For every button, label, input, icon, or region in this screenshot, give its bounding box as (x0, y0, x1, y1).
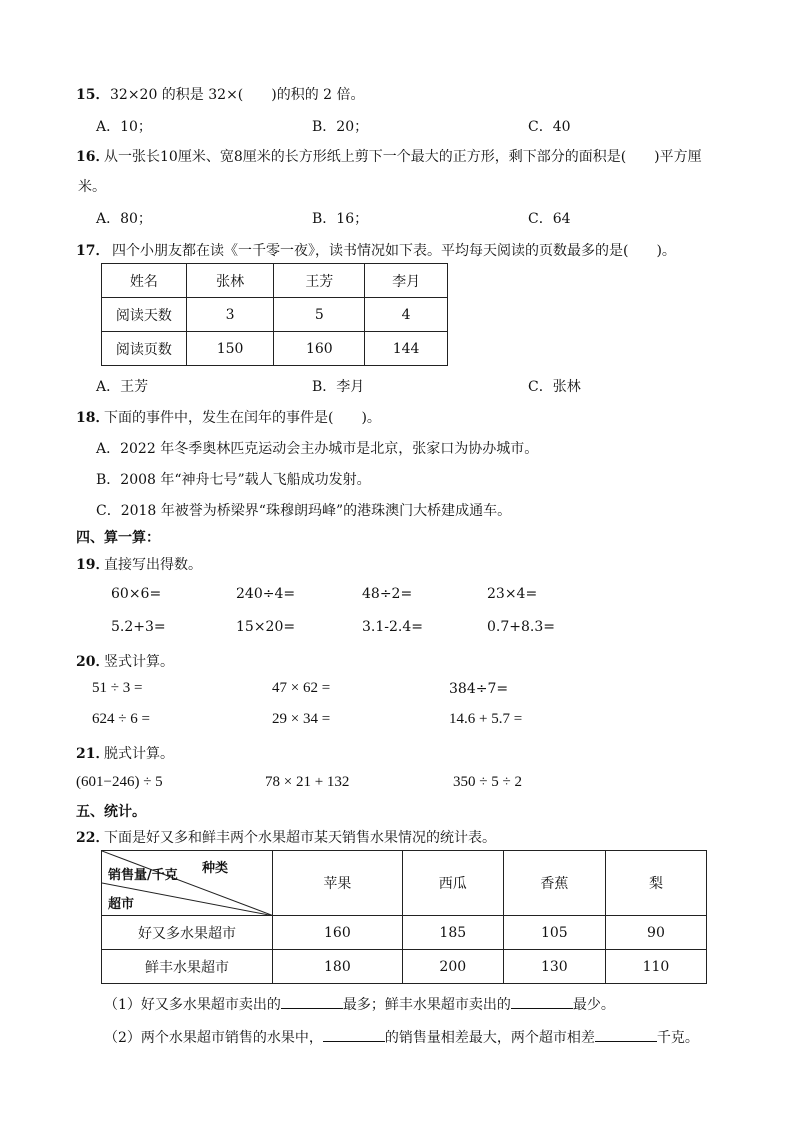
table-cell: 144 (365, 332, 448, 366)
table-cell: 180 (273, 950, 403, 984)
q15-option-a: A．10； (96, 119, 152, 135)
table-cell: 110 (605, 950, 706, 984)
table-cell: 姓名 (102, 264, 187, 298)
vertical-calc-item: 384÷7= (449, 681, 509, 697)
q16-text-line1: 从一张长10厘米、宽8厘米的长方形纸上剪下一个最大的正方形，剩下部分的面积是( )平方厘 (104, 149, 702, 165)
q21-number: 21． (76, 746, 110, 762)
table-header-row (102, 264, 448, 298)
calc-item: 15×20= (236, 619, 296, 635)
diagonal-header-cell (102, 851, 273, 916)
q22-sub1-part-c: 最少。 (572, 997, 615, 1013)
table-cell: 鲜丰水果超市 (102, 950, 273, 984)
section-heading: 五、统计。 (76, 804, 146, 820)
q22-sub2-part-b: 的销售量相差最大，两个超市相差 (384, 1030, 595, 1046)
calc-item: 5.2+3= (111, 619, 166, 635)
table-cell: 张林 (186, 264, 274, 298)
q22-sub1-part-a: （1）好又多水果超市卖出的 (104, 997, 281, 1013)
table-cell: 105 (503, 916, 605, 950)
q19-text: 直接写出得数。 (104, 557, 202, 573)
q18-option-a: A．2022 年冬季奥林匹克运动会主办城市是北京，张家口为协办城市。 (96, 441, 539, 457)
q16-option-c: C．64 (528, 211, 571, 227)
table-row (102, 332, 448, 366)
table-cell: 200 (402, 950, 503, 984)
q16-option-a: A．80； (96, 211, 152, 227)
section-heading: 四、算一算： (76, 530, 160, 546)
calc-item: 23×4= (487, 586, 538, 602)
table-cell: 苹果 (273, 851, 403, 916)
reading-table (101, 263, 448, 366)
table-cell: 185 (402, 916, 503, 950)
q16-number: 16． (76, 149, 110, 165)
answer-blank[interactable] (595, 1027, 657, 1042)
q15-option-c: C．40 (528, 119, 571, 135)
answer-blank[interactable] (511, 994, 573, 1009)
table-cell: 90 (605, 916, 706, 950)
table-cell: 160 (273, 916, 403, 950)
table-row (102, 950, 707, 984)
table-header-row (102, 851, 707, 916)
diag-label-bottom: 超市 (108, 897, 135, 912)
q17-text: 四个小朋友都在读《一千零一夜》，读书情况如下表。平均每天阅读的页数最多的是( )。 (112, 243, 676, 259)
q18-text: 下面的事件中，发生在闰年的事件是( )。 (104, 410, 381, 426)
table-cell: 李月 (365, 264, 448, 298)
stepwise-calc-item: 350 ÷ 5 ÷ 2 (453, 774, 522, 790)
stepwise-calc-item: (601−246) ÷ 5 (76, 774, 163, 790)
q18-number: 18． (76, 410, 110, 426)
q16-option-b: B．16； (312, 211, 369, 227)
q22-text: 下面是好又多和鲜丰两个水果超市某天销售水果情况的统计表。 (104, 830, 496, 846)
table-cell: 王芳 (274, 264, 365, 298)
answer-blank[interactable] (323, 1027, 385, 1042)
diag-label-top: 销售量/千克 (108, 868, 178, 883)
calc-item: 0.7+8.3= (487, 619, 555, 635)
table-cell: 梨 (605, 851, 706, 916)
vertical-calc-item: 51 ÷ 3 = (92, 680, 143, 696)
q17-option-c: C．张林 (528, 379, 581, 395)
vertical-calc-item: 47 × 62 = (272, 680, 331, 696)
q18-option-c: C．2018 年被誉为桥梁界“珠穆朗玛峰”的港珠澳门大桥建成通车。 (96, 503, 512, 519)
table-cell: 3 (186, 298, 274, 332)
q22-sub2 (104, 1027, 699, 1047)
table-cell: 5 (274, 298, 365, 332)
table-cell: 阅读页数 (102, 332, 187, 366)
q19-number: 19． (76, 557, 110, 573)
table-cell: 150 (186, 332, 274, 366)
q22-sub2-part-c: 千克。 (656, 1030, 699, 1046)
answer-blank[interactable] (281, 994, 343, 1009)
vertical-calc-item: 14.6 + 5.7 = (449, 711, 523, 727)
vertical-calc-item: 624 ÷ 6 = (92, 711, 150, 727)
q22-sub1 (104, 994, 615, 1014)
calc-item: 48÷2= (362, 586, 413, 602)
table-cell: 西瓜 (402, 851, 503, 916)
q20-text: 竖式计算。 (104, 654, 174, 670)
table-cell: 好又多水果超市 (102, 916, 273, 950)
q21-text: 脱式计算。 (104, 746, 174, 762)
q22-sub1-part-b: 最多；鲜丰水果超市卖出的 (342, 997, 511, 1013)
q15-text: 32×20 的积是 32×( )的积的 2 倍。 (110, 87, 365, 103)
q17-option-b: B．李月 (312, 379, 365, 395)
table-row (102, 916, 707, 950)
q22-sub2-part-a: （2）两个水果超市销售的水果中， (104, 1030, 323, 1046)
calc-item: 3.1-2.4= (362, 619, 423, 635)
q15-option-b: B．20； (312, 119, 369, 135)
q22-number: 22． (76, 830, 110, 846)
q20-number: 20． (76, 654, 110, 670)
stepwise-calc-item: 78 × 21 + 132 (265, 774, 350, 790)
table-cell: 阅读天数 (102, 298, 187, 332)
q18-option-b: B．2008 年“神舟七号”载人飞船成功发射。 (96, 472, 371, 488)
q16-text-line2: 米。 (78, 179, 106, 195)
q17-number: 17． (76, 243, 110, 259)
q15-number: 15． (76, 87, 110, 103)
q17-option-a: A．王芳 (96, 379, 149, 395)
table-row (102, 298, 448, 332)
table-cell: 4 (365, 298, 448, 332)
table-cell: 160 (274, 332, 365, 366)
vertical-calc-item: 29 × 34 = (272, 711, 331, 727)
calc-item: 60×6= (111, 586, 162, 602)
table-cell: 130 (503, 950, 605, 984)
table-cell: 香蕉 (503, 851, 605, 916)
fruit-sales-table (101, 850, 707, 984)
diag-label-right: 种类 (202, 861, 229, 876)
calc-item: 240÷4= (236, 586, 296, 602)
